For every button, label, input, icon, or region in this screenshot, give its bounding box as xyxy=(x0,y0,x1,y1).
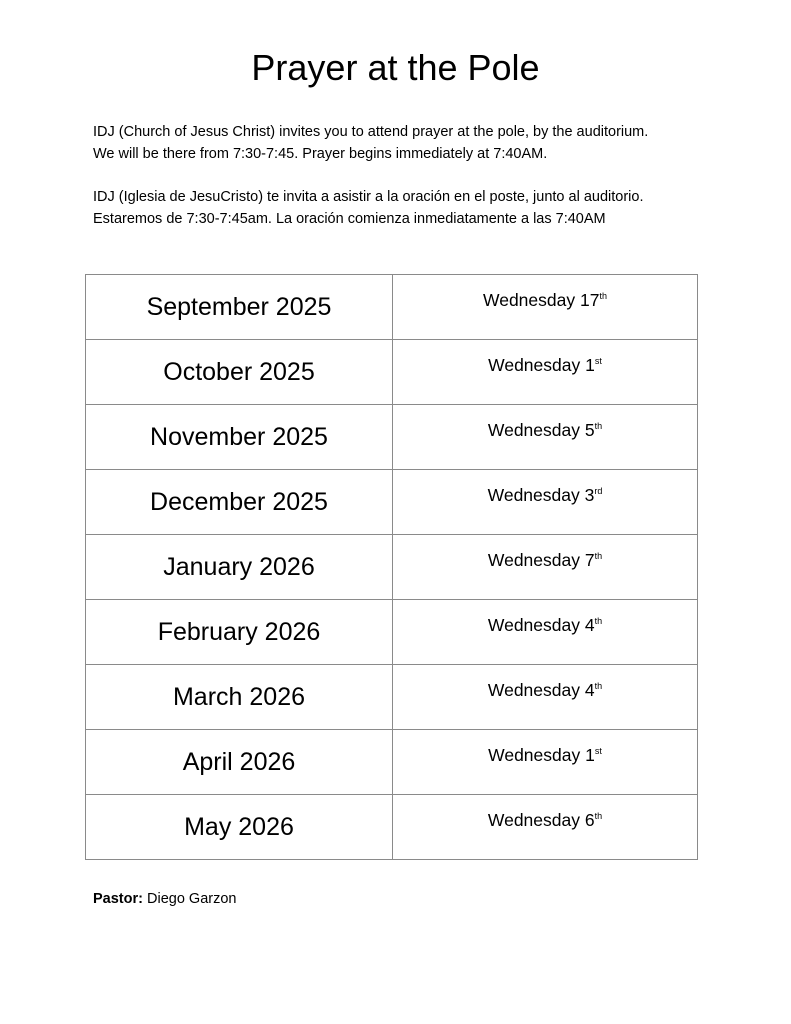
pastor-label: Pastor: xyxy=(93,891,143,907)
month-cell: October 2025 xyxy=(86,340,393,405)
spanish-line-2: Estaremos de 7:30-7:45am. La oración comienza inmediatamente a las 7:40AM xyxy=(93,211,606,227)
date-text: Wednesday 3 xyxy=(487,485,595,505)
ordinal-suffix: th xyxy=(594,551,603,561)
table-row xyxy=(86,470,698,535)
month-cell: April 2026 xyxy=(86,730,393,795)
table-row xyxy=(86,730,698,795)
table-row xyxy=(86,405,698,470)
table-row xyxy=(86,535,698,600)
month-cell: February 2026 xyxy=(86,600,393,665)
date-cell xyxy=(393,600,698,665)
english-line-2: We will be there from 7:30-7:45. Prayer begins immediately at 7:40AM. xyxy=(93,146,548,162)
ordinal-suffix: th xyxy=(594,681,603,691)
date-text: Wednesday 17 xyxy=(483,290,600,310)
table-row xyxy=(86,340,698,405)
english-announcement xyxy=(93,121,733,165)
date-text: Wednesday 1 xyxy=(488,745,595,765)
date-text: Wednesday 4 xyxy=(487,615,595,635)
date-text: Wednesday 1 xyxy=(488,355,595,375)
table-row xyxy=(86,665,698,730)
date-cell xyxy=(393,340,698,405)
ordinal-suffix: th xyxy=(594,811,603,821)
date-text: Wednesday 4 xyxy=(487,680,595,700)
month-cell: November 2025 xyxy=(86,405,393,470)
date-cell xyxy=(393,665,698,730)
table-row xyxy=(86,275,698,340)
table-row xyxy=(86,795,698,860)
date-cell xyxy=(393,795,698,860)
ordinal-suffix: st xyxy=(594,356,602,366)
schedule-table-body xyxy=(86,275,698,860)
month-cell: January 2026 xyxy=(86,535,393,600)
table-row xyxy=(86,600,698,665)
date-cell xyxy=(393,470,698,535)
date-cell xyxy=(393,730,698,795)
english-line-1: IDJ (Church of Jesus Christ) invites you to attend prayer at the pole, by the auditorium. xyxy=(93,124,649,140)
ordinal-suffix: th xyxy=(594,421,603,431)
schedule-table xyxy=(85,274,698,860)
date-cell xyxy=(393,275,698,340)
month-cell: March 2026 xyxy=(86,665,393,730)
ordinal-suffix: rd xyxy=(594,486,603,496)
spanish-line-1: IDJ (Iglesia de JesuCristo) te invita a asistir a la oración en el poste, junto al auditorio. xyxy=(93,189,644,205)
ordinal-suffix: st xyxy=(594,746,602,756)
date-cell xyxy=(393,405,698,470)
ordinal-suffix: th xyxy=(599,291,607,301)
month-cell: September 2025 xyxy=(86,275,393,340)
spanish-announcement xyxy=(93,186,733,230)
pastor-name: Diego Garzon xyxy=(142,891,237,907)
date-text: Wednesday 5 xyxy=(487,420,595,440)
month-cell: May 2026 xyxy=(86,795,393,860)
ordinal-suffix: th xyxy=(594,616,603,626)
page-title: Prayer at the Pole xyxy=(251,47,540,88)
month-cell: December 2025 xyxy=(86,470,393,535)
pastor-line xyxy=(93,889,236,909)
date-text: Wednesday 6 xyxy=(487,810,595,830)
date-text: Wednesday 7 xyxy=(487,550,595,570)
date-cell xyxy=(393,535,698,600)
